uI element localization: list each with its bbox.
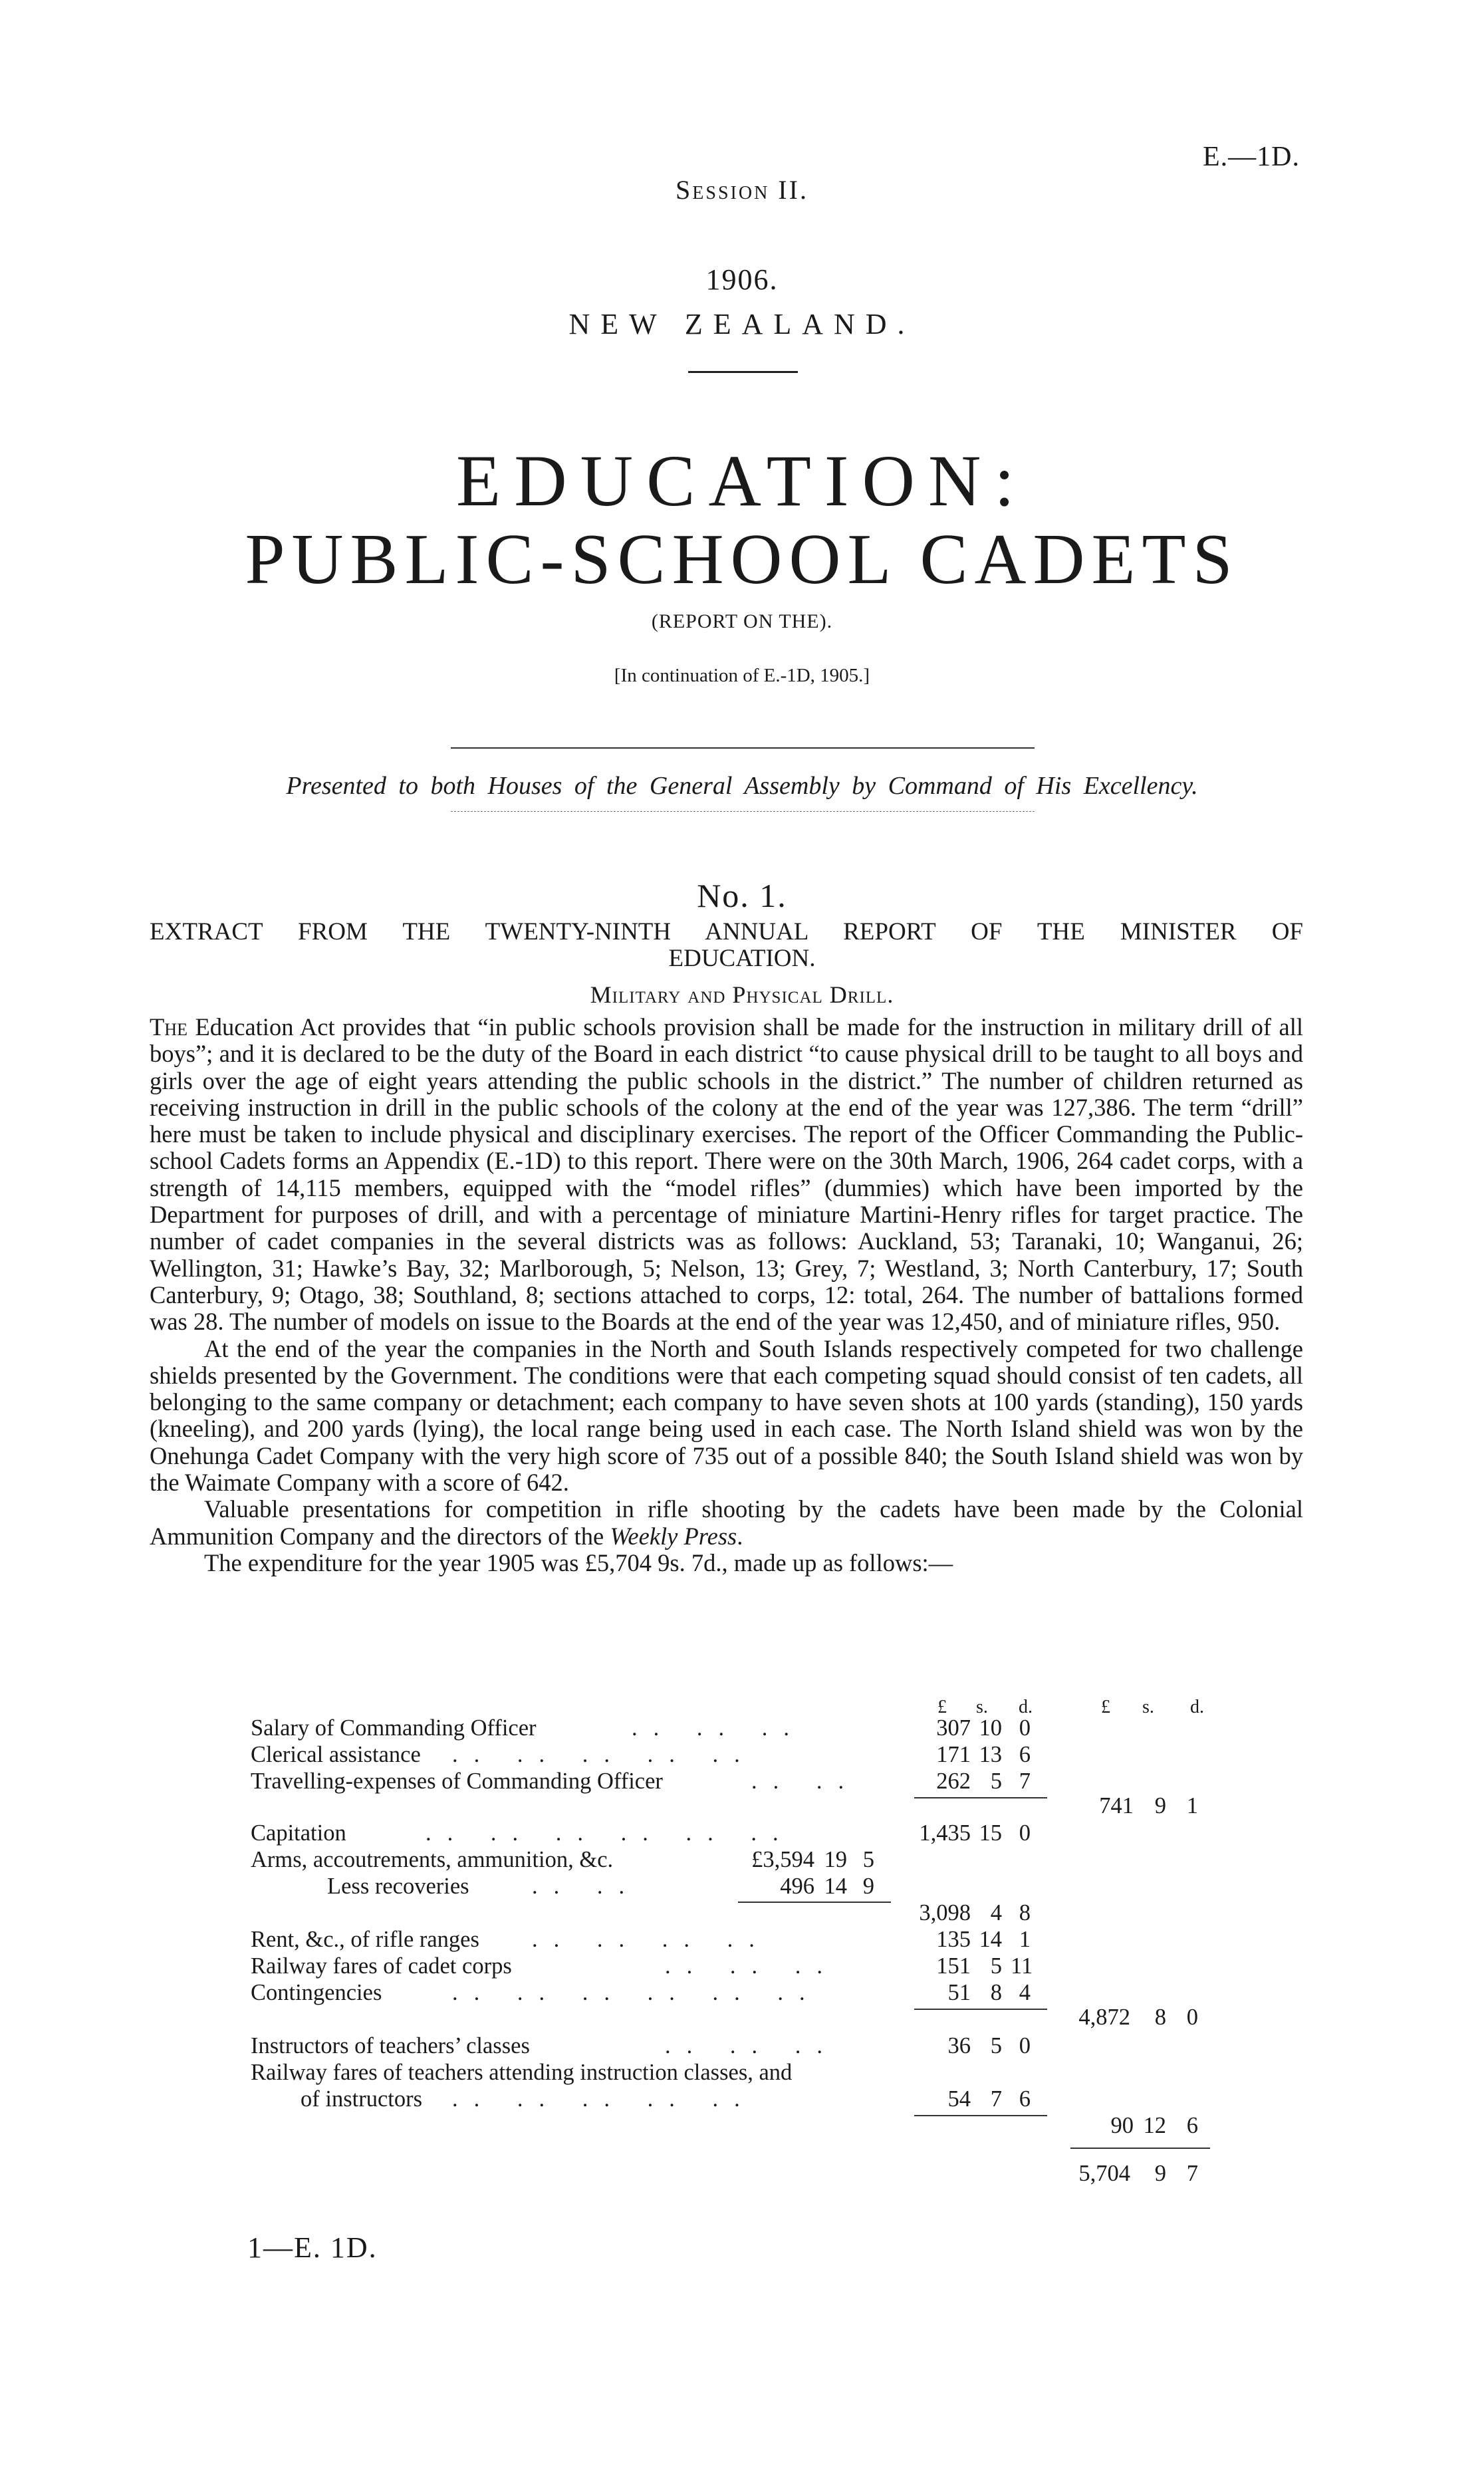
- col-head-total-pence: d.: [1190, 1697, 1204, 1717]
- amount-shillings: 10: [979, 1715, 1002, 1741]
- amount-shillings: 8: [990, 1980, 1002, 2005]
- session-label: Session II.: [676, 175, 808, 205]
- main-title: EDUCATION:: [456, 440, 1028, 521]
- row-label: Rent, &c., of rifle ranges: [251, 1927, 479, 1952]
- extract-heading-line2: EDUCATION.: [668, 945, 816, 972]
- inner-amount-shillings: 14: [824, 1874, 847, 1899]
- subtotal-pence: 1: [1186, 1793, 1198, 1818]
- subtotal-pounds: 741: [1099, 1793, 1134, 1818]
- amount-pence: 8: [1019, 1900, 1031, 1925]
- amount-pounds: 151: [936, 1953, 971, 1979]
- leader-dots: .. .. .. .. ..: [452, 2086, 756, 2112]
- amount-pounds: 307: [936, 1715, 971, 1741]
- paragraph-3-publication: Weekly Press: [610, 1522, 737, 1550]
- row-label: Arms, accoutrements, ammunition, &c.: [251, 1847, 614, 1872]
- sub-title: PUBLIC-SCHOOL CADETS: [245, 520, 1239, 599]
- subtotal-shillings: 8: [1154, 2005, 1166, 2030]
- inner-amount-pence: 5: [862, 1847, 874, 1872]
- amount-shillings: 13: [979, 1742, 1002, 1767]
- amount-pounds: 36: [947, 2033, 971, 2058]
- section-subheading: Military and Physical Drill.: [590, 981, 894, 1008]
- amount-pounds: 1,435: [919, 1820, 971, 1846]
- col-head-shillings: s.: [976, 1697, 988, 1717]
- page-footer: 1—E. 1D.: [247, 2231, 378, 2264]
- amount-pounds: 262: [936, 1769, 971, 1794]
- amount-pounds: 54: [947, 2086, 971, 2112]
- amount-shillings: 4: [990, 1900, 1002, 1925]
- amount-pounds: 135: [936, 1927, 971, 1952]
- presented-line: Presented to both Houses of the General Assembly by Command of His Excellency.: [286, 772, 1198, 800]
- inner-amount-pence: 9: [862, 1874, 874, 1899]
- subtotal-shillings: 9: [1154, 1793, 1166, 1818]
- row-label: Railway fares of teachers attending instruction classes, and: [251, 2060, 793, 2085]
- amount-shillings: 7: [990, 2086, 1002, 2112]
- leader-dots: .. ..: [532, 1874, 641, 1899]
- subtotal-pounds: 4,872: [1078, 2005, 1130, 2030]
- total-rule: [1070, 2148, 1210, 2149]
- col-head-pence: d.: [1019, 1697, 1033, 1717]
- amount-pounds: 171: [936, 1742, 971, 1767]
- paragraph-1-first-word: The: [150, 1013, 187, 1041]
- leader-dots: .. .. .. .. .. ..: [452, 1980, 821, 2005]
- amount-pounds: 3,098: [919, 1900, 971, 1925]
- amount-pounds: 51: [947, 1980, 971, 2005]
- subtotal-pence: 6: [1186, 2113, 1198, 2138]
- leader-dots: .. ..: [751, 1769, 860, 1794]
- amount-pence: 0: [1019, 1715, 1031, 1741]
- section-number: No. 1.: [697, 877, 787, 914]
- leader-dots: .. .. .. .. .. ..: [426, 1820, 795, 1846]
- year-label: 1906.: [705, 263, 779, 296]
- inner-amount-shillings: 19: [824, 1847, 847, 1872]
- amount-pence: 1: [1019, 1927, 1031, 1952]
- row-label: Less recoveries: [327, 1874, 469, 1899]
- col-head-total-pounds: £: [1101, 1697, 1110, 1717]
- document-code: E.—1D.: [1203, 142, 1300, 172]
- grand-total-pence: 7: [1186, 2161, 1198, 2186]
- country-label: NEW ZEALAND.: [568, 308, 916, 340]
- amount-pence: 6: [1019, 1742, 1031, 1767]
- row-label: Travelling-expenses of Commanding Officer: [251, 1769, 663, 1794]
- amount-pence: 6: [1019, 2086, 1031, 2112]
- inner-amount-pounds: 496: [780, 1874, 814, 1899]
- row-label: Contingencies: [251, 1980, 382, 2005]
- amount-shillings: 5: [990, 2033, 1002, 2058]
- amount-pence: 0: [1019, 2033, 1031, 2058]
- subtotal-pence: 0: [1186, 2005, 1198, 2030]
- extract-heading-line1: EXTRACT FROM THE TWENTY-NINTH ANNUAL REPORT OF THE MINISTER OF: [150, 918, 1303, 945]
- row-label: Clerical assistance: [251, 1742, 421, 1767]
- paragraph-1-text: Education Act provides that “in public schools provision shall be made for the instruction in military drill of all boys”; and it is declared to be the duty of the Board in each district “to cause physical drill to be taught to all boys and girls over the age of eight years attending the public schools in the district.” The number of children returned as receiving instruction in drill in the public schools of the colony at the end of the year was 127,386. The term “drill” here must be taken to include physical and disciplinary exercises. The report of the Officer Commanding the Public-school Cadets forms an Appendix (E.-1D) to this report. There were on the 30th March, 1906, 264 cadet corps, with a strength of 14,115 members, equipped with the “model rifles” (dummies) which have been imported by the Department for purposes of drill, and with a percentage of miniature Martini-Henry rifles for target practice. The number of cadet companies in the several districts was as follows: Auckland, 53; Taranaki, 10; Wanganui, 26; Wellington, 31; Hawke’s Bay, 32; Marlborough, 5; Nelson, 13; Grey, 7; Westland, 3; North Canterbury, 17; South Canterbury, 9; Otago, 38; Southland, 8; sections attached to corps, 12: total, 264. The number of battalions formed was 28. The number of models on issue to the Boards at the end of the year was 12,450, and of miniature rifles, 950.: [150, 1013, 1303, 1336]
- row-label: Capitation: [251, 1820, 346, 1846]
- report-label: (REPORT ON THE).: [651, 610, 833, 632]
- leader-dots: .. .. ..: [632, 1715, 805, 1741]
- row-label: Instructors of teachers’ classes: [251, 2033, 530, 2058]
- sum-rule: [914, 2115, 1047, 2116]
- paragraph-2: At the end of the year the companies in the North and South Islands respectively competed for two challenge shields presented by the Government. The conditions were that each competing squad should consist of ten cadets, all belonging to the same company or detachment; each company to have seven shots at 100 yards (standing), 150 yards (kneeling), and 200 yards (lying), the local range being used in each case. The North Island shield was won by the Onehunga Cadet Company with the very high score of 735 out of a possible 840; the South Island shield was won by the Waimate Company with a score of 642.: [150, 1334, 1303, 1497]
- row-label-continued: of instructors: [301, 2086, 423, 2112]
- sum-rule: [914, 2009, 1047, 2010]
- amount-shillings: 14: [979, 1927, 1002, 1952]
- paragraph-4: The expenditure for the year 1905 was £5,704 9s. 7d., made up as follows:—: [204, 1548, 953, 1576]
- amount-shillings: 15: [979, 1820, 1002, 1846]
- amount-shillings: 5: [990, 1953, 1002, 1979]
- row-label: Salary of Commanding Officer: [251, 1715, 537, 1741]
- col-head-pounds: £: [937, 1697, 947, 1717]
- amount-pence: 0: [1019, 1820, 1031, 1846]
- sum-rule: [914, 1797, 1047, 1798]
- col-head-total-shillings: s.: [1142, 1697, 1154, 1717]
- amount-shillings: 5: [990, 1769, 1002, 1794]
- row-label: Railway fares of cadet corps: [251, 1953, 512, 1979]
- leader-dots: .. .. ..: [665, 2033, 838, 2058]
- leader-dots: .. .. .. ..: [532, 1927, 771, 1952]
- subtotal-shillings: 12: [1143, 2113, 1166, 2138]
- subtotal-pounds: 90: [1110, 2113, 1134, 2138]
- inner-amount-pounds: £3,594: [751, 1847, 814, 1872]
- inner-sum-rule: [738, 1902, 891, 1903]
- continuation-note: [In continuation of E.-1D, 1905.]: [614, 665, 870, 686]
- grand-total-pounds: 5,704: [1078, 2161, 1130, 2186]
- leader-dots: .. .. .. .. ..: [452, 1742, 756, 1767]
- amount-pence: 7: [1019, 1769, 1031, 1794]
- amount-pence: 11: [1011, 1953, 1033, 1979]
- paragraph-3-end: .: [737, 1522, 743, 1550]
- amount-pence: 4: [1019, 1980, 1031, 2005]
- leader-dots: .. .. ..: [665, 1953, 838, 1979]
- grand-total-shillings: 9: [1154, 2161, 1166, 2186]
- paragraph-3-text: Valuable presentations for competition in rifle shooting by the cadets have been made by the Colonial Ammunition Company and the directors of the: [150, 1495, 1303, 1550]
